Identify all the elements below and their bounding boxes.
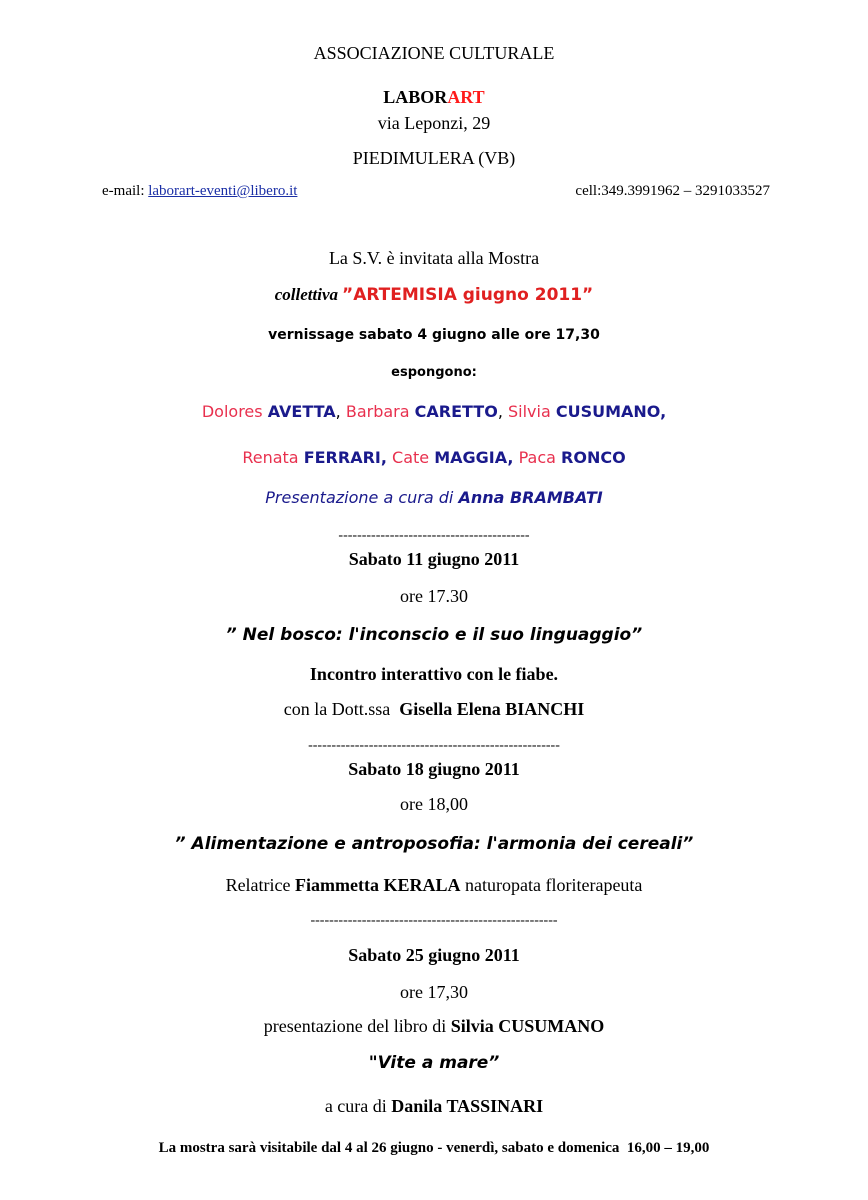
espongono: espongono: [391,365,477,380]
event-subtitle: Incontro interattivo con le fiabe. [309,664,559,684]
book-curator [0,1097,868,1115]
cell-numbers: cell:349.3991962 – 3291033527 [575,183,770,199]
artist-last: AVETTA [267,402,336,421]
artist-last: CUSUMANO [555,402,661,421]
name-part-art: ART [447,87,485,107]
exhibition-hours-note: La mostra sarà visitabile dal 4 al 26 giugno - venerdì, sabato e domenica 16,00 – 19,00 [158,1140,710,1156]
artist-sep: , [335,402,341,421]
speaker-name: Fiammetta KERALA [295,875,461,895]
book-author: Silvia CUSUMANO [450,1016,605,1036]
presentation-name: Anna BRAMBATI [458,488,603,507]
artist-last: RONCO [561,448,626,467]
email-line [102,183,297,200]
speaker-suffix: naturopata floriterapeuta [465,875,643,895]
invite-line: La S.V. è invitata alla Mostra [328,248,540,268]
artist-last: CARETTO [414,402,498,421]
event-host [0,700,868,718]
separator: ------------------------------------------------------ [308,738,560,753]
artist-sep: , [380,448,387,467]
artists-row-1 [0,404,868,420]
event-date: Sabato 25 giugno 2011 [348,945,520,965]
association-heading: ASSOCIAZIONE CULTURALE [313,43,555,63]
artist-last: FERRARI [303,448,381,467]
event-title: ” Alimentazione e antroposofia: l'armonia dei cereali” [174,834,694,854]
event-speaker [0,876,868,894]
artist-sep: , [660,402,667,421]
artist-first: Renata [242,448,299,467]
curator-name: Danila TASSINARI [391,1096,544,1116]
association-name [0,88,868,106]
email-label: e-mail: [102,183,145,199]
separator: ----------------------------------------- [338,528,530,543]
presentation-line [0,490,868,506]
event-time: ore 17.30 [400,586,468,606]
artist-first: Dolores [201,402,263,421]
artist-last: MAGGIA [434,448,508,467]
host-prefix: con la Dott.ssa [283,699,391,719]
book-title: "Vite a mare” [368,1053,500,1073]
event-date: Sabato 11 giugno 2011 [348,549,520,569]
event-title: ” Nel bosco: l'inconscio e il suo linguaggio” [225,625,643,645]
artist-first: Barbara [345,402,410,421]
book-presentation [0,1017,868,1035]
exhibition-title-line [0,286,868,304]
curator-prefix: a cura di [324,1096,387,1116]
artist-sep: , [497,402,503,421]
event-time: ore 18,00 [400,794,468,814]
presentation-prefix: Presentazione a cura di [265,488,454,507]
artists-row-2 [0,450,868,466]
separator: ----------------------------------------------------- [310,913,558,928]
event-date: Sabato 18 giugno 2011 [348,759,520,779]
address: via Leponzi, 29 [377,113,491,133]
speaker-prefix: Relatrice [225,875,291,895]
city: PIEDIMULERA (VB) [352,148,516,168]
artist-first: Paca [518,448,556,467]
artist-first: Cate [392,448,430,467]
collettiva-label: collettiva [274,285,339,304]
book-prefix: presentazione del libro di [263,1016,447,1036]
artist-first: Silvia [508,402,551,421]
email-link[interactable]: laborart-eventi@libero.it [148,183,298,199]
vernissage: vernissage sabato 4 giugno alle ore 17,30 [268,327,600,343]
exhibition-title: ”ARTEMISIA giugno 2011” [342,285,594,305]
host-name: Gisella Elena BIANCHI [399,699,585,719]
artist-sep: , [507,448,514,467]
event-time: ore 17,30 [400,982,468,1002]
name-part-labor: LABOR [383,87,448,107]
